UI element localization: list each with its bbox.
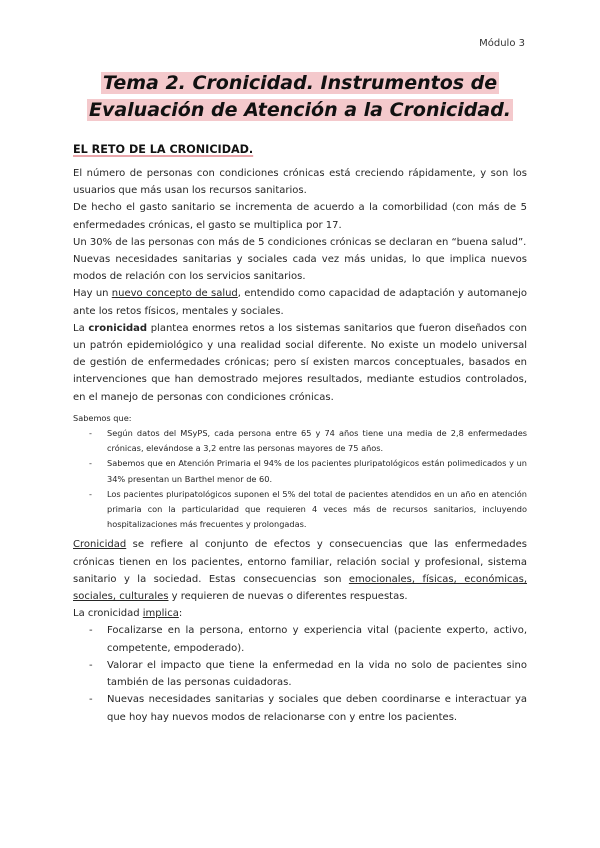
implica-line (73, 605, 527, 622)
dash-bullet: - (89, 428, 92, 439)
sabemos-intro: Sabemos que: (73, 412, 132, 423)
list-item (73, 487, 527, 533)
implica-list (73, 622, 527, 725)
implica-word: implica (142, 608, 179, 620)
document-body (73, 165, 527, 726)
paragraph-4: Nuevas necesidades sanitarias y sociales cada vez más unidas, lo que implica nuevos modos de relación con los servicios sanitarios. (73, 254, 527, 283)
dash-bullet: - (89, 694, 93, 706)
dash-bullet: - (89, 458, 92, 469)
section-heading: EL RETO DE LA CRONICIDAD. (73, 143, 254, 156)
list-item (73, 622, 527, 656)
list-item-text: Focalizarse en la persona, entorno y experiencia vital (paciente experto, activo, competente, empoderado). (107, 625, 527, 654)
title-line-2: Evaluación de Atención a la Cronicidad. (88, 99, 512, 121)
sabemos-block (73, 411, 527, 533)
dash-bullet: - (89, 659, 93, 671)
title-line-1: Tema 2. Cronicidad. Instrumentos de (102, 72, 498, 94)
cronicidad-term: Cronicidad (73, 539, 127, 551)
list-item (73, 426, 527, 456)
paragraph-5 (73, 285, 527, 319)
concepto-salud-link: nuevo concepto de salud (111, 288, 238, 300)
module-label: Módulo 3 (479, 38, 525, 49)
paragraph-5-post: , entendido como capacidad de adaptación y automanejo ante los retos físicos, mentales y sociales. (73, 288, 527, 317)
list-item (73, 691, 527, 725)
cronicidad-paragraph (73, 536, 527, 605)
page-title (60, 70, 540, 124)
paragraph-6-post: plantea enormes retos a los sistemas sanitarios que fueron diseñados con un patrón epidemiológico y una realidad social diferente. No existe un modelo universal de gestión de enfermedades crónicas; pero sí existen marcos conceptuales, basados en intervenciones que han demostrado mejores resultados, mediante estudios controlados, en el manejo de personas con condiciones crónicas. (73, 322, 527, 403)
dash-bullet: - (89, 625, 93, 637)
paragraph-6 (73, 320, 527, 406)
sabemos-list (73, 426, 527, 532)
cronicidad-text-1: se refiere al conjunto de efectos y consecuencias que las enfermedades crónicas tienen en los pacientes, entorno familiar, relación social y profesional, sistema sanitario y la sociedad. Estas consecuencias son (73, 539, 527, 585)
implica-post: : (178, 608, 183, 620)
list-item-text: Nuevas necesidades sanitarias y sociales que deben coordinarse e interactuar ya que hoy hay nuevos modos de relacionarse con y entre los pacientes. (107, 694, 527, 723)
dash-bullet: - (89, 488, 92, 499)
list-item-text: Valorar el impacto que tiene la enfermedad en la vida no solo de pacientes sino también de las personas cuidadoras. (107, 659, 527, 689)
cronicidad-text-2: y requieren de nuevas o diferentes respuestas. (168, 591, 408, 603)
paragraph-5-pre: Hay un (73, 288, 112, 300)
list-item (73, 657, 527, 691)
paragraph-1: El número de personas con condiciones crónicas está creciendo rápidamente, y son los usuarios que más usan los recursos sanitarios. (73, 168, 527, 197)
paragraph-6-pre: La (73, 322, 89, 334)
implica-pre: La cronicidad (73, 608, 143, 620)
list-item-text: Según datos del MSyPS, cada persona entre 65 y 74 años tiene una media de 2,8 enfermedades crónicas, elevándose a 3,2 entre las personas mayores de 75 años. (107, 428, 527, 454)
paragraph-2: De hecho el gasto sanitario se incrementa de acuerdo a la comorbilidad (con más de 5 enfermedades crónicas, el gasto se multiplica por 17. (73, 202, 527, 231)
list-item-text: Sabemos que en Atención Primaria el 94% de los pacientes pluripatológicos están polimedicados y un 34% presentan un Barthel menor de 60. (107, 458, 527, 484)
list-item (73, 456, 527, 486)
cronicidad-bold: cronicidad (88, 322, 148, 334)
paragraph-3: Un 30% de las personas con más de 5 condiciones crónicas se declaran en “buena salud”. (73, 236, 527, 248)
list-item-text: Los pacientes pluripatológicos suponen el 5% del total de pacientes atendidos en un año en atención primaria con la particularidad que requieren 4 veces más de recursos sanitarios, incluyendo hospitalizaciones más frecuentes y prolongadas. (107, 488, 527, 530)
consequences-underlined: emocionales, físicas, económicas, sociales, culturales (73, 573, 528, 603)
